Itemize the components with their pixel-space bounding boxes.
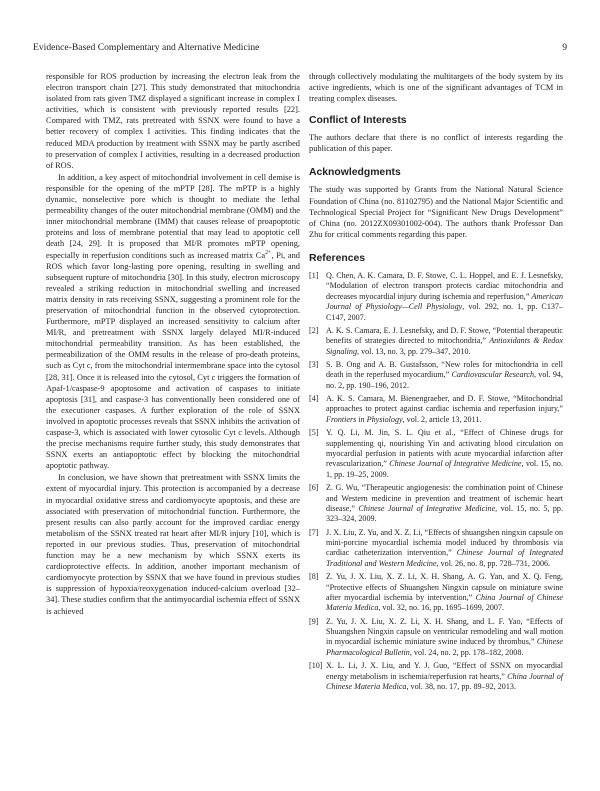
right-column	[309, 71, 563, 695]
reference-number: [6]	[309, 483, 319, 493]
reference-details: , vol. 26, no. 8, pp. 728–731, 2006.	[436, 558, 551, 568]
body-paragraph	[46, 172, 300, 472]
reference-list	[309, 271, 563, 692]
reference-number: [3]	[309, 359, 319, 369]
reference-details: , vol. 292, no. 1, pp. C137–C147, 2007.	[326, 302, 564, 322]
reference-number: [8]	[309, 572, 319, 582]
reference-text: X. L. Li, J. X. Liu, and Y. J. Guo, “Effect of SSNX on myocardial energy metabolism in ischemia/reperfusion rat hearts,”	[326, 661, 563, 681]
superscript: 2+	[265, 249, 272, 256]
reference-journal: China Journal of Chinese Materia Medica	[326, 592, 563, 613]
reference-details: , vol. 32, no. 16, pp. 1695–1699, 2007.	[378, 603, 505, 613]
reference-item	[309, 483, 563, 525]
reference-number: [4]	[309, 394, 319, 404]
section-heading-acknowledgments: Acknowledgments	[309, 167, 401, 179]
section-heading-references: References	[309, 252, 366, 264]
reference-item	[309, 326, 563, 357]
reference-journal: Chinese Journal of Integrative Medicine	[389, 459, 522, 469]
reference-item	[309, 528, 563, 570]
reference-item	[309, 360, 563, 391]
reference-journal: Frontiers in Physiology	[326, 414, 403, 424]
reference-text: S. B. Ong and A. B. Gustafsson, “New roles for mitochondria in cell death in the reperfused myocardium,”	[326, 359, 563, 380]
reference-text: A. K. S. Camara, M. Bienengraeber, and D. F. Stowe, “Mitochondrial approaches to protect against cardiac ischemia and reperfusion injury,”	[326, 394, 563, 414]
reference-number: [9]	[309, 616, 319, 626]
text-segment: In addition, a key aspect of mitochondrial involvement in cell demise is responsible for the opening of the mPTP [28]. The mPTP is a highly dynamic, nonselective pore which is thought to mediate the lethal permeability changes of the outer mitochondrial membrane (OMM) and the inner mitochondrial membrane (IMM) that causes release of proapoptotic proteins and loss of membrane potential that may lead to apoptotic cell death [24, 29]. It is proposed that MI/R promotes mPTP opening, especially in reperfusion conditions such as increased matrix Ca	[46, 172, 300, 260]
section-heading-conflict: Conflict of Interests	[309, 115, 407, 127]
reference-text: Q. Chen, A. K. Camara, D. F. Stowe, C. L. Hoppel, and E. J. Lesnefsky, “Modulation of electron transport protects cardiac mitochondria and decreases myocardial injury during ischemia and reperfusion,”	[326, 270, 563, 301]
reference-journal: Chinese Journal of Integrated Traditional and Western Medicine	[326, 548, 563, 568]
reference-journal: American Journal of Physiology—Cell Physiology	[326, 291, 563, 312]
reference-journal: Chinese Journal of Integrative Medicine	[358, 503, 496, 513]
reference-details: , vol. 15, no. 5, pp. 323–324, 2009.	[326, 503, 563, 524]
body-paragraph: through collectively modulating the multitargets of the body system by its active ingredients, which is one of the significant advantages of TCM in treating complex diseases.	[309, 72, 563, 104]
text-segment: , Pi, and ROS which favor long-lasting pore opening, resulting in swelling and subsequent rupture of mitochondria [30]. In this study, electron microscopy revealed a striking reduction in mitochondrial swelling and increased matrix density in rats receiving SSNX, suggesting a prominent role for the preservation of mitochondrial function in the observed cytoprotection. Furthermore, mPTP displayed an increased sensitivity to calcium after MI/R, and pretreatment with SSNX largely delayed MI/R-induced mitochondrial permeability transition. As has been established, the permeabilization of the OMM results in the release of pro-death proteins, such as Cyt c, from the mitochondrial intermembrane space into the cytosol [28, 31]. Once it is released into the cytosol, Cyt c triggers the formation of Apaf-1/caspase-9 apoptosome and activation of caspases to initiate apoptosis [31], and caspase-3 has conventionally been considered one of the executioner caspases. A further exploration of the role of SSNX involved in apoptotic processes reveals that SSNX inhibits the activation of caspase-3, which is associated with lower cytosolic Cyt c levels. Although the precise mechanisms require further study, this study demonstrates that SSNX exerts an antiapoptotic effect by blocking the mitochondrial apoptotic pathway.	[46, 250, 300, 471]
reference-journal: China Journal of Chinese Materia Medica	[326, 671, 563, 691]
reference-number: [2]	[309, 325, 319, 335]
reference-item	[309, 617, 563, 659]
reference-number: [7]	[309, 527, 319, 537]
reference-text: J. X. Liu, Z. Yu, and X. Z. Li, “Effects of shuangshen ningxin capsule on mini-porcine myocardial ischemia model induced by thrombosis via cardiac catheterization intervention,”	[326, 527, 563, 558]
reference-details: , vol. 13, no. 3, pp. 279–347, 2010.	[357, 346, 471, 356]
reference-number: [5]	[309, 428, 319, 438]
reference-number: [1]	[309, 270, 319, 280]
reference-text: Z. G. Wu, “Therapeutic angiogenesis: the combination point of Chinese and Western medicine in prevention and treatment of ischemic heart disease,”	[326, 483, 563, 513]
body-paragraph: responsible for ROS production by increasing the electron leak from the electron transport chain [27]. This study demonstrated that mitochondria isolated from rats given TMZ displayed a significant increase in complex I activities, which is consistent with previously reported results [22]. Compared with TMZ, rats pretreated with SSNX were found to have a better recovery of complex I activities. This finding indicates that the reduced MDA production by treatment with SSNX may be partly ascribed to preservation of complex I activities, resulting in a decreased production of ROS.	[46, 72, 300, 170]
reference-item	[309, 428, 563, 480]
reference-journal: Chinese Pharmacological Bulletin	[326, 637, 563, 657]
reference-details: , vol. 15, no. 1, pp. 19–25, 2009.	[326, 459, 564, 479]
reference-item	[309, 661, 563, 692]
reference-item	[309, 271, 563, 323]
reference-details: , vol. 24, no. 2, pp. 178–182, 2008.	[409, 647, 524, 657]
running-header	[33, 42, 567, 56]
body-paragraph: In conclusion, we have shown that pretreatment with SSNX limits the extent of myocardial injury. This protection is accompanied by a decrease in myocardial oxidative stress and cardiomyocyte apoptosis, and these are associated with preservation of mitochondrial function. Furthermore, the present results can also partly account for the improved cardiac energy metabolism of the SSNX treated rat heart after MI/R injury [10], which is reported in our previous studies. Thus, preservation of mitochondrial function may be a new mechanism by which SSNX exerts its cardioprotective effects. In addition, another important mechanism of cardiomyocyte protection by SSNX that we have found in previous studies is suppression of hypoxia/reoxygenation induced-calcium overload [32–34]. These studies confirm that the antimyocardial ischemia effect of SSNX is achieved	[46, 473, 300, 616]
conflict-text: The authors declare that there is no conflict of interests regarding the publication of this paper.	[309, 133, 563, 154]
page-number: 9	[562, 42, 567, 53]
reference-text: A. K. S. Camara, E. J. Lesnefsky, and D. F. Stowe, “Potential therapeutic benefits of strategies directed to mitochondria,”	[326, 325, 563, 346]
reference-text: Z. Yu, J. X. Liu, X. Z. Li, X. H. Shang, and L. F. Yao, “Effects of Shuangshen Ningxin capsule on ventricular remodeling and wall motion in myocardial ischemic miniature swine induced by thrombus,”	[326, 616, 563, 647]
reference-text: Y. Q. Li, M. Jin, S. L. Qiu et al., “Effect of Chinese drugs for supplementing qi, nourishing Yin and activating blood circulation on myocardial perfusion in patients with acute myocardial infarction after revascularization,”	[326, 428, 563, 469]
reference-details: , vol. 2, article 13, 2011.	[402, 414, 482, 424]
reference-number: [10]	[309, 661, 323, 671]
reference-item	[309, 394, 563, 425]
reference-details: , vol. 94, no. 2, pp. 190–196, 2012.	[326, 370, 563, 390]
reference-item	[309, 572, 563, 614]
reference-journal: Cardiovascular Research	[451, 370, 535, 380]
left-column	[46, 71, 300, 617]
reference-text: Z. Yu, J. X. Liu, X. Z. Li, X. H. Shang, A. G. Yan, and X. Q. Feng, “Protective effects of Shuangshen Ningxin capsule on miniature swine after myocardial ischemia by intervention,”	[326, 572, 563, 602]
reference-details: , vol. 38, no. 17, pp. 89–92, 2013.	[406, 681, 516, 691]
acknowledgments-text: The study was supported by Grants from the National Natural Science Foundation of China (no. 81102795) and the National Major Scientific and Technological Special Project for “Significant New Drugs Development” of China (no. 2012ZX09301002-004). The authors thank Professor Dan Zhu for critical comments regarding this paper.	[309, 185, 563, 239]
journal-title: Evidence-Based Complementary and Alternative Medicine	[33, 42, 260, 53]
reference-journal: Antioxidants & Redox Signaling	[326, 336, 563, 356]
